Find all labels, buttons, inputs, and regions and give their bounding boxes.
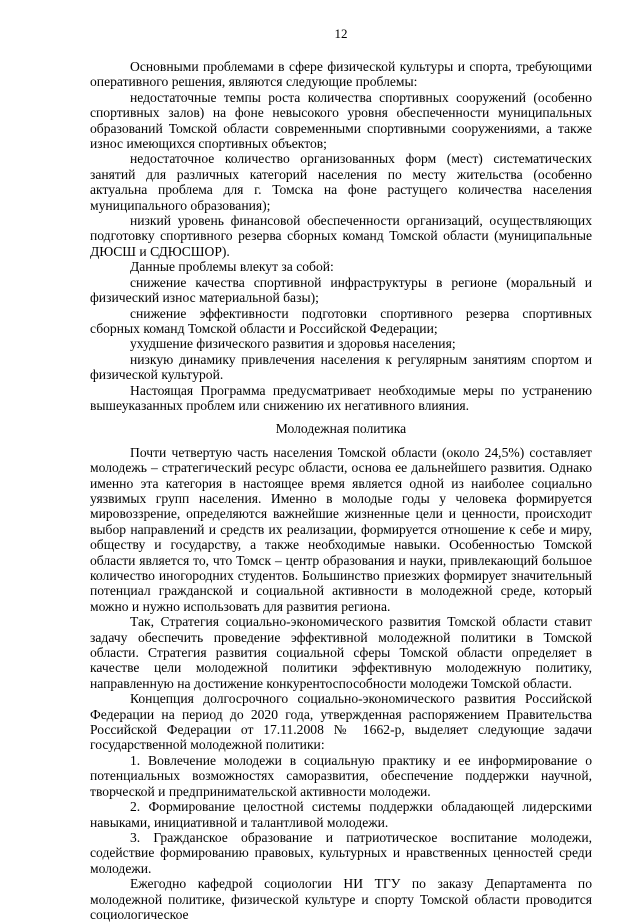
paragraph: Ежегодно кафедрой социологии НИ ТГУ по заказу Департамента по молодежной политике, физической культуре и спорту Томской области проводится социологическое xyxy=(90,876,592,922)
list-item: 2. Формирование целостной системы поддержки обладающей лидерскими навыками, инициативной и талантливой молодежи. xyxy=(90,799,592,830)
youth-policy-section xyxy=(90,445,592,922)
sports-problems-section xyxy=(90,59,592,413)
list-item: недостаточные темпы роста количества спортивных сооружений (особенно спортивных залов) на фоне невысокого уровня обеспеченности муниципальных образований Томской области современными спортивными сооружениями, а также износ имеющихся спортивных объектов; xyxy=(90,89,592,152)
paragraph: Данные проблемы влекут за собой: xyxy=(130,259,334,275)
list-item: 3. Гражданское образование и патриотическое воспитание молодежи, содействие формированию правовых, культурных и нравственных ценностей среди молодежи. xyxy=(90,829,592,876)
section-heading: Молодежная политика xyxy=(275,421,407,437)
paragraph: Основными проблемами в сфере физической культуры и спорта, требующими оперативного решения, являются следующие проблемы: xyxy=(90,59,592,90)
list-item: недостаточное количество организованных форм (мест) систематических занятий для различных категорий населения по месту жительства (особенно актуальна проблема для г. Томска на фоне растущего количества населения муниципального образования); xyxy=(90,151,592,213)
list-item: низкую динамику привлечения населения к регулярным занятиям спортом и физической культурой. xyxy=(90,351,592,383)
paragraph: Так, Стратегия социально-экономического развития Томской области ставит задачу обеспечить проведение эффективной молодежной политики в Томской области. Стратегия развития социальной сферы Томской области определяет в качестве цели молодежной политики эффективную молодежную политику, направленную на достижение конкурентоспособности молодежи Томской области. xyxy=(90,614,592,691)
paragraph: Настоящая Программа предусматривает необходимые меры по устранению вышеуказанных проблем или снижению их негативного влияния. xyxy=(90,382,592,413)
list-item: снижение эффективности подготовки спортивного резерва спортивных сборных команд Томской области и Российской Федерации; xyxy=(90,305,592,336)
paragraph: Почти четвертую часть населения Томской области (около 24,5%) составляет молодежь – стратегический ресурс области, основа ее дальнейшего развития. Однако именно эта категория в настоящее время является одной из наиболее социально уязвимых групп населения. Именно в молодые годы у человека формируется мировоззрение, определяются важнейшие жизненные цели и ценности, происходит выбор направлений и средств их реализации, формируется отношение к себе и миру, обществу и государству, а также необходимые навыки. Особенностью Томской области является то, что Томск – центр образования и науки, привлекающий большое количество иногородних студентов. Большинство приезжих формирует значительный потенциал гражданской и социальной активности в молодежной среде, который можно и нужно использовать для развития региона. xyxy=(90,444,592,614)
paragraph: Концепция долгосрочного социально-экономического развития Российской Федерации на период до 2020 года, утвержденная распоряжением Правительства Российской Федерации от 17.11.2008 № 1662-р, выделяет следующие задачи государственной молодежной политики: xyxy=(90,691,592,753)
list-item: 1. Вовлечение молодежи в социальную практику и ее информирование о потенциальных возможностях саморазвития, обеспечение поддержки научной, творческой и предпринимательской активности молодежи. xyxy=(90,752,592,799)
list-item: снижение качества спортивной инфраструктуры в регионе (моральный и физический износ материальной базы); xyxy=(90,274,592,306)
page-number: 12 xyxy=(334,26,348,41)
list-item: ухудшение физического развития и здоровья населения; xyxy=(130,336,456,352)
page-content xyxy=(90,59,592,922)
list-item: низкий уровень финансовой обеспеченности организаций, осуществляющих подготовку спортивного резерва сборных команд Томской области (муниципальные ДЮСШ и СДЮСШОР). xyxy=(90,213,592,259)
